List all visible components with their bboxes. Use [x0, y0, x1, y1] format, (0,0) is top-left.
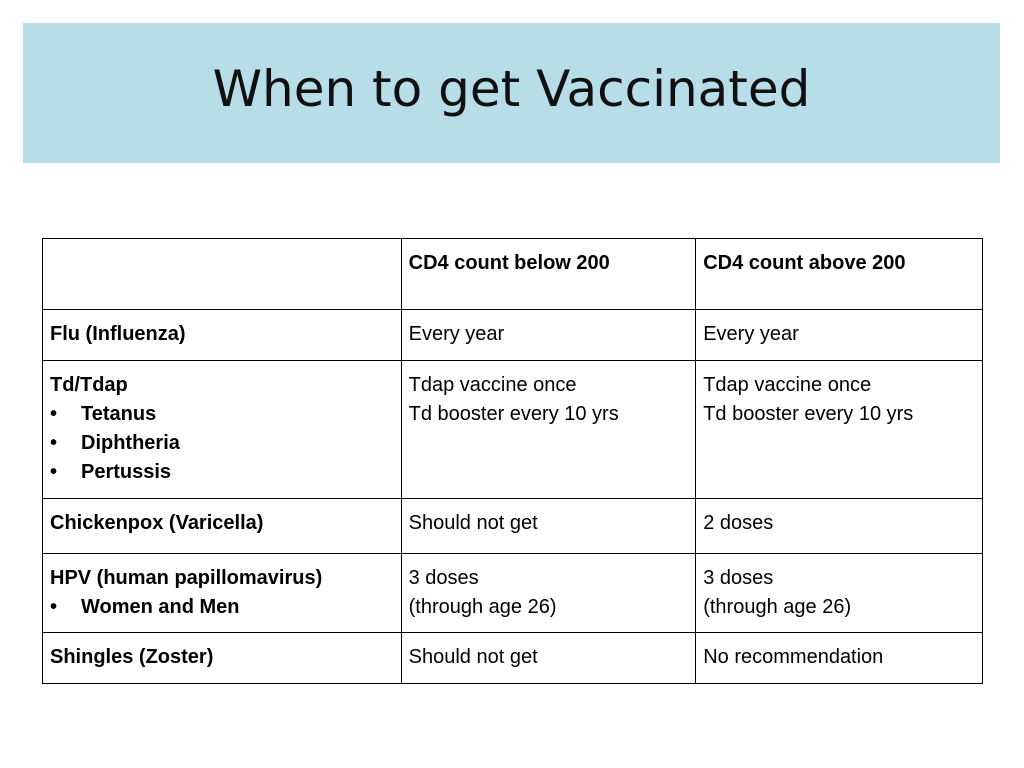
list-item	[50, 400, 394, 429]
recommendation-text: Every year	[703, 323, 799, 345]
below-200-cell	[401, 633, 696, 684]
recommendation-text: 3 doses	[703, 567, 774, 589]
list-item	[50, 429, 394, 458]
table-row	[43, 633, 983, 684]
below-200-cell	[401, 361, 696, 499]
recommendation-text: Tdap vaccine once	[408, 374, 577, 396]
above-200-cell	[696, 499, 983, 554]
table-row	[43, 310, 983, 361]
table-row	[43, 554, 983, 633]
vaccine-name-cell	[43, 499, 402, 554]
above-200-cell	[696, 361, 983, 499]
below-200-cell	[401, 310, 696, 361]
header-cell-cd4-below-200: CD4 count below 200	[401, 239, 696, 310]
bullet-icon: •	[50, 432, 58, 454]
vaccine-name-cell	[43, 633, 402, 684]
title-banner	[23, 23, 1000, 163]
slide-title: When to get Vaccinated	[212, 60, 811, 118]
recommendation-text: Should not get	[408, 646, 538, 668]
bullet-icon: •	[50, 403, 58, 425]
above-200-cell	[696, 633, 983, 684]
recommendation-text: Tdap vaccine once	[703, 374, 872, 396]
recommendation-text: Every year	[408, 323, 505, 345]
table-row	[43, 361, 983, 499]
header-cell-empty	[43, 239, 402, 310]
bullet-text: Diphtheria	[81, 432, 180, 454]
recommendation-text: No recommendation	[703, 646, 884, 668]
bullet-text: Women and Men	[81, 596, 240, 618]
recommendation-text: Should not get	[408, 512, 538, 534]
vaccine-name-cell	[43, 554, 402, 633]
table-header-row	[43, 239, 983, 310]
bullet-icon: •	[50, 461, 58, 483]
vaccination-table	[42, 238, 983, 684]
below-200-cell	[401, 499, 696, 554]
recommendation-text: Td booster every 10 yrs	[408, 403, 619, 425]
above-200-cell	[696, 310, 983, 361]
bullet-icon: •	[50, 596, 58, 618]
vaccine-name-cell	[43, 310, 402, 361]
recommendation-text: Td booster every 10 yrs	[703, 403, 914, 425]
vaccine-name: Flu (Influenza)	[50, 323, 186, 345]
vaccine-name: Shingles (Zoster)	[50, 646, 214, 668]
above-200-cell	[696, 554, 983, 633]
bullet-text: Pertussis	[81, 461, 172, 483]
list-item	[50, 593, 394, 622]
recommendation-text: (through age 26)	[408, 596, 557, 618]
list-item	[50, 458, 394, 487]
vaccine-name: Chickenpox (Varicella)	[50, 512, 264, 534]
bullet-text: Tetanus	[81, 403, 157, 425]
header-cell-cd4-above-200: CD4 count above 200	[696, 239, 983, 310]
below-200-cell	[401, 554, 696, 633]
recommendation-text: 3 doses	[408, 567, 479, 589]
vaccine-name: HPV (human papillomavirus)	[50, 567, 323, 589]
vaccine-name-cell	[43, 361, 402, 499]
recommendation-text: (through age 26)	[703, 596, 852, 618]
table-row	[43, 499, 983, 554]
vaccine-name: Td/Tdap	[50, 374, 128, 396]
recommendation-text: 2 doses	[703, 512, 774, 534]
